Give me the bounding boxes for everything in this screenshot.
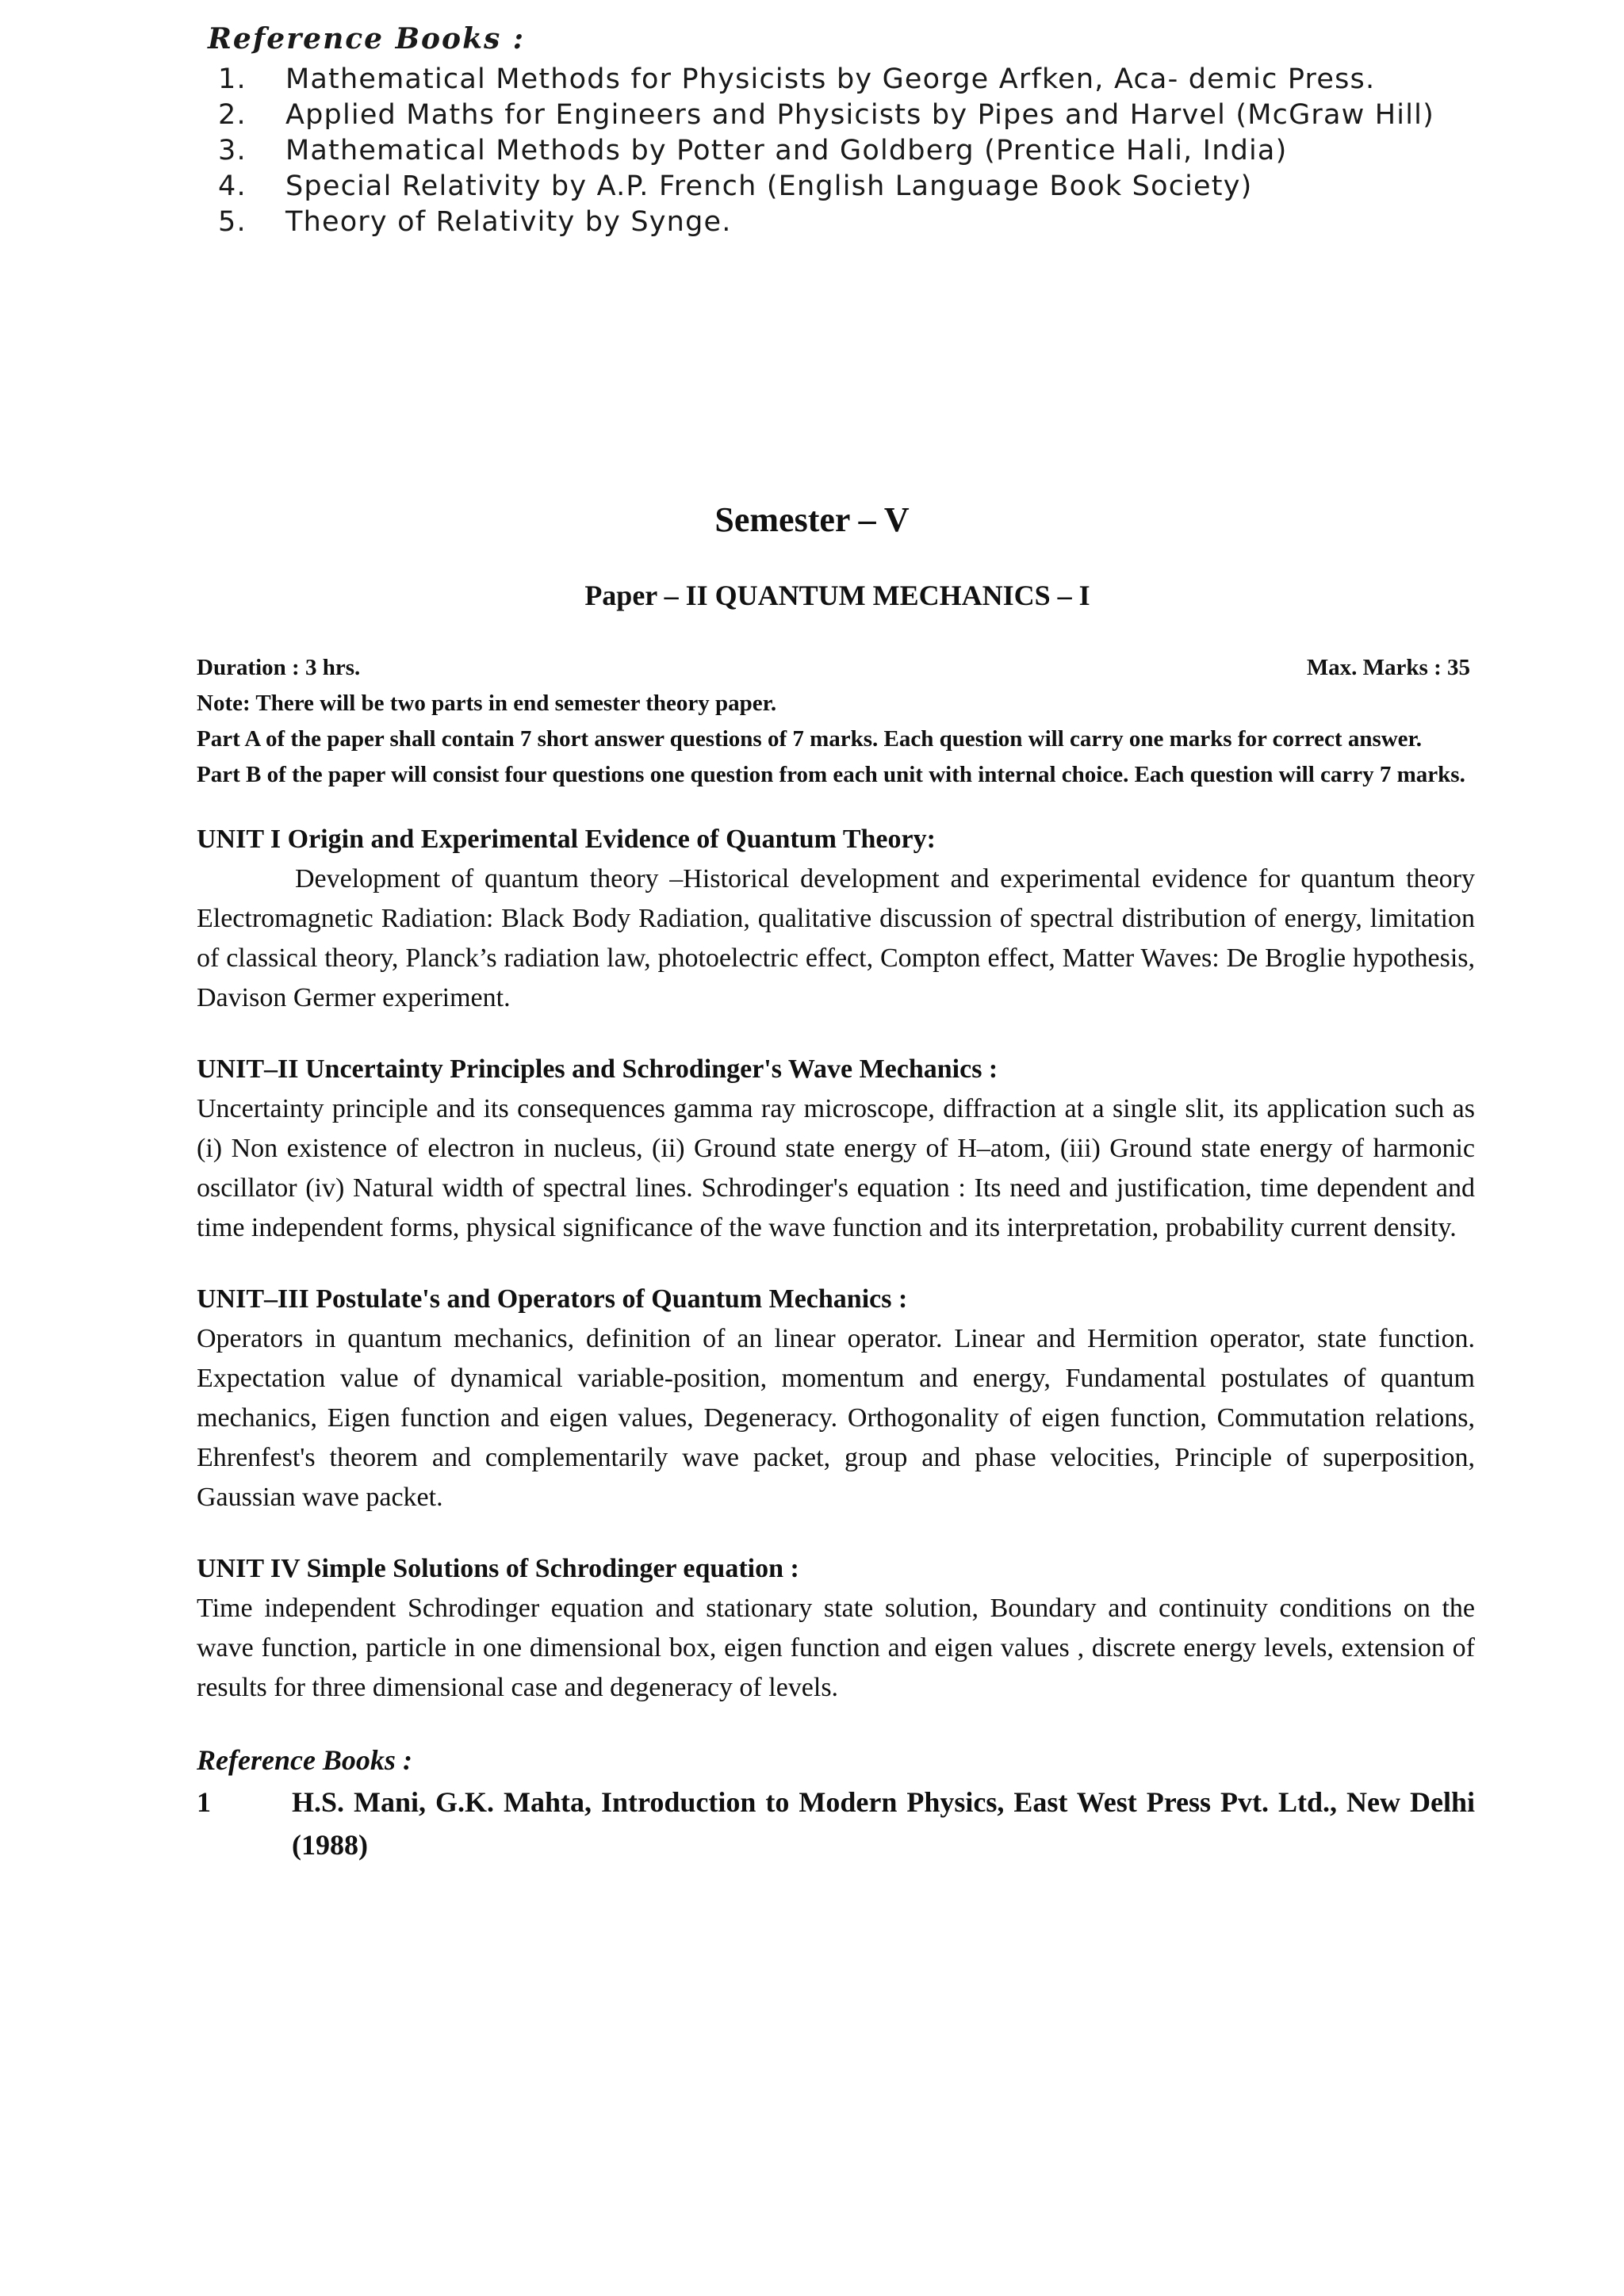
reference-books-section bbox=[197, 1739, 1475, 1866]
scanned-refs-list bbox=[198, 62, 1435, 240]
reference-books-title: Reference Books : bbox=[197, 1744, 412, 1776]
reference-number: 1 bbox=[197, 1786, 211, 1818]
list-item-number: 2. bbox=[218, 99, 247, 131]
reference-text: H.S. Mani, G.K. Mahta, Introduction to Modern Physics, East West Press Pvt. Ltd., New Delhi (1988) bbox=[292, 1786, 1475, 1861]
list-item-text: Theory of Relativity by Synge. bbox=[285, 206, 732, 238]
duration-label: Duration : 3 hrs. bbox=[197, 655, 361, 680]
unit-heading: UNIT IV Simple Solutions of Schrodinger equation : bbox=[197, 1554, 799, 1583]
list-item-text: Applied Maths for Engineers and Physicists by Pipes and Harvel (McGraw Hill) bbox=[285, 99, 1434, 131]
scanned-reference-block bbox=[198, 22, 1435, 240]
list-item-text: Special Relativity by A.P. French (English Language Book Society) bbox=[285, 170, 1253, 202]
list-item-number: 4. bbox=[218, 170, 247, 202]
list-item-text: Mathematical Methods for Physicists by George Arfken, Aca- demic Press. bbox=[285, 63, 1376, 95]
scanned-refs-title: Reference Books : bbox=[208, 22, 526, 55]
list-item bbox=[198, 98, 1435, 133]
list-item bbox=[198, 205, 1435, 240]
list-item-number: 5. bbox=[218, 206, 247, 238]
list-item bbox=[198, 169, 1435, 205]
unit-heading: UNIT–II Uncertainty Principles and Schrodinger's Wave Mechanics : bbox=[197, 1054, 998, 1084]
exam-note: Note: There will be two parts in end semester theory paper. bbox=[197, 691, 777, 716]
unit-content: Development of quantum theory –Historical development and experimental evidence for quantum theory Electromagnetic Radiation: Black Body Radiation, qualitative discussion of spectral distribution of energy, limitation of classical theory, Planck’s radiation law, photoelectric effect, Compton effect, Matter Waves: De Broglie hypothesis, Davison Germer experiment. bbox=[197, 864, 1475, 1012]
exam-note-part-a: Part A of the paper shall contain 7 short answer questions of 7 marks. Each question will carry one marks for correct answer. bbox=[197, 726, 1423, 752]
max-marks-label: Max. Marks : 35 bbox=[1306, 655, 1470, 680]
unit-content: Uncertainty principle and its consequences gamma ray microscope, diffraction at a single slit, its application such as (i) Non existence of electron in nucleus, (ii) Ground state energy of H–atom, (iii) Ground state energy of harmonic oscillator (iv) Natural width of spectral lines. Schrodinger's equation : Its need and justification, time dependent and time independent forms, physical significance of the wave function and its interpretation, probability current density. bbox=[197, 1094, 1475, 1242]
list-item-number: 3. bbox=[218, 135, 247, 166]
unit-section bbox=[197, 820, 1475, 1018]
unit-section bbox=[197, 1280, 1475, 1517]
unit-section bbox=[197, 1549, 1475, 1708]
unit-content: Time independent Schrodinger equation and stationary state solution, Boundary and continuity conditions on the wave function, particle in one dimensional box, eigen function and eigen values , discrete energy levels, extension of results for three dimensional case and degeneracy of levels. bbox=[197, 1594, 1475, 1702]
unit-heading: UNIT I Origin and Experimental Evidence of Quantum Theory: bbox=[197, 825, 936, 854]
syllabus-body bbox=[197, 650, 1475, 1866]
semester-title: Semester – V bbox=[714, 500, 910, 539]
list-item-text: Mathematical Methods by Potter and Goldberg (Prentice Hali, India) bbox=[285, 135, 1288, 166]
list-item bbox=[198, 133, 1435, 169]
paper-title: Paper – II QUANTUM MECHANICS – I bbox=[584, 580, 1090, 611]
exam-note-part-b: Part B of the paper will consist four questions one question from each unit with internal choice. Each question will carry 7 marks. bbox=[197, 762, 1465, 787]
reference-item bbox=[197, 1781, 1475, 1866]
unit-heading: UNIT–III Postulate's and Operators of Quantum Mechanics : bbox=[197, 1284, 908, 1314]
unit-content: Operators in quantum mechanics, definition of an linear operator. Linear and Hermition operator, state function. Expectation value of dynamical variable-position, momentum and energy, Fundamental postulates of quantum mechanics, Eigen function and eigen values, Degeneracy. Orthogonality of eigen function, Commutation relations, Ehrenfest's theorem and complementarily wave packet, group and phase velocities, Principle of superposition, Gaussian wave packet. bbox=[197, 1324, 1475, 1512]
list-item-number: 1. bbox=[218, 63, 247, 95]
list-item bbox=[198, 62, 1435, 98]
unit-section bbox=[197, 1050, 1475, 1248]
duration-marks-row bbox=[197, 650, 1475, 686]
